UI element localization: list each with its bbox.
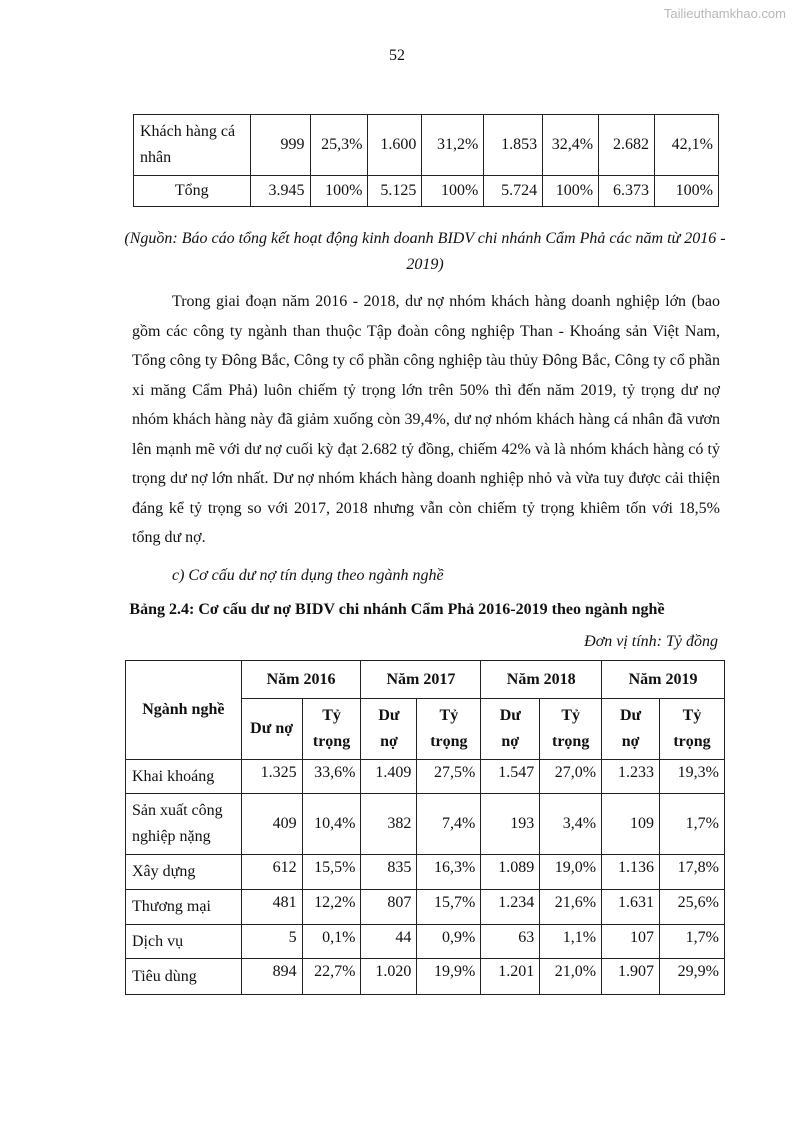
cell: 481 [241, 890, 302, 925]
cell: 999 [250, 115, 310, 176]
cell: 42,1% [655, 115, 719, 176]
cell: 3,4% [540, 794, 602, 855]
cell: 100% [543, 176, 599, 207]
cell: 19,3% [660, 760, 725, 794]
header-text: nợ [501, 733, 520, 750]
unit-note: Đơn vị tính: Tỷ đồng [584, 633, 718, 650]
cell: 12,2% [302, 890, 361, 925]
row-label: Thương mại [126, 890, 242, 925]
header-sector: Ngành nghề [126, 661, 242, 760]
row-label: Xây dựng [126, 855, 242, 890]
cell: 612 [241, 855, 302, 890]
subheading: c) Cơ cấu dư nợ tín dụng theo ngành nghề [172, 567, 444, 584]
watermark: Tailieuthamkhao.com [663, 6, 786, 21]
cell: 409 [241, 794, 302, 855]
table-title: Bảng 2.4: Cơ cấu dư nợ BIDV chi nhánh Cẩm Phả 2016-2019 theo ngành nghề [129, 601, 665, 618]
header-text: Dư [499, 707, 521, 724]
header-text: trọng [673, 733, 711, 750]
cell: 21,0% [540, 959, 602, 995]
header-ty-trong [417, 699, 481, 760]
sector-debt-table [125, 660, 725, 995]
cell: 1.089 [481, 855, 540, 890]
header-du-no: Dư nợ [241, 699, 302, 760]
header-du-no [602, 699, 660, 760]
header-du-no [481, 699, 540, 760]
header-ty-trong [660, 699, 725, 760]
cell: 10,4% [302, 794, 361, 855]
cell: 5.724 [484, 176, 543, 207]
cell: 107 [602, 925, 660, 959]
table-row [126, 855, 725, 890]
header-year: Năm 2019 [602, 661, 725, 699]
cell: 1.325 [241, 760, 302, 794]
cell: 63 [481, 925, 540, 959]
row-label: Khai khoáng [126, 760, 242, 794]
cell: 15,7% [417, 890, 481, 925]
table-row-total [134, 176, 719, 207]
table-row [126, 760, 725, 794]
cell: 1.853 [484, 115, 543, 176]
cell: 19,9% [417, 959, 481, 995]
header-text: Tỷ [439, 707, 459, 724]
cell: 32,4% [543, 115, 599, 176]
header-text: nợ [621, 733, 640, 750]
cell: 27,5% [417, 760, 481, 794]
cell: 807 [361, 890, 417, 925]
cell: 21,6% [540, 890, 602, 925]
body-paragraph: Trong giai đoạn năm 2016 - 2018, dư nợ nhóm khách hàng doanh nghiệp lớn (bao gồm các công ty ngành than thuộc Tập đoàn công nghiệp Than - Khoáng sản Việt Nam, Tổng công ty Đông Bắc, Công ty cổ phần công nghiệp tàu thủy Đông Bắc, Công ty cổ phần xi măng Cẩm Phả) luôn chiếm tỷ trọng lớn trên 50% thì đến năm 2019, tỷ trọng dư nợ nhóm khách hàng này đã giảm xuống còn 39,4%, dư nợ nhóm khách hàng cá nhân đã vươn lên mạnh mẽ với dư nợ cuối kỳ đạt 2.682 tỷ đồng, chiếm 42% và là nhóm khách hàng có tỷ trọng dư nợ lớn nhất. Dư nợ nhóm khách hàng doanh nghiệp nhỏ và vừa tuy được cải thiện đáng kể tỷ trọng so với 2017, 2018 nhưng vẫn còn chiếm tỷ trọng khiêm tốn với 18,5% tổng dư nợ. [132, 293, 720, 546]
table-row [126, 890, 725, 925]
cell: 3.945 [250, 176, 310, 207]
cell: 1.907 [602, 959, 660, 995]
row-label: Tiêu dùng [126, 959, 242, 995]
cell: 1,7% [660, 925, 725, 959]
cell: 7,4% [417, 794, 481, 855]
header-text: trọng [430, 733, 468, 750]
cell: 835 [361, 855, 417, 890]
header-text: nợ [380, 733, 398, 750]
header-row-years [126, 661, 725, 699]
cell: 1.600 [368, 115, 422, 176]
cell: 109 [602, 794, 660, 855]
cell: 33,6% [302, 760, 361, 794]
cell: 0,9% [417, 925, 481, 959]
page-number: 52 [389, 47, 405, 64]
cell: 29,9% [660, 959, 725, 995]
cell: 25,3% [310, 115, 368, 176]
header-text: Tỷ [682, 707, 702, 724]
cell: 31,2% [422, 115, 484, 176]
cell: 5.125 [368, 176, 422, 207]
header-text: Tỷ [561, 707, 580, 724]
header-year: Năm 2018 [481, 661, 602, 699]
header-text: Dư [378, 707, 400, 724]
table-row [126, 925, 725, 959]
cell: 193 [481, 794, 540, 855]
table-row [134, 115, 719, 176]
row-label: Tổng [134, 176, 251, 207]
customer-debt-table-continued [133, 114, 719, 207]
row-label: Khách hàng cá nhân [134, 115, 251, 176]
header-year: Năm 2017 [361, 661, 481, 699]
row-label: Dịch vụ [126, 925, 242, 959]
cell: 44 [361, 925, 417, 959]
header-ty-trong [302, 699, 361, 760]
cell: 382 [361, 794, 417, 855]
header-text: Tỷ [322, 707, 341, 724]
cell: 15,5% [302, 855, 361, 890]
header-text: trọng [312, 733, 351, 750]
cell: 17,8% [660, 855, 725, 890]
row-label: Sản xuất công nghiệp nặng [126, 794, 242, 855]
cell: 25,6% [660, 890, 725, 925]
cell: 27,0% [540, 760, 602, 794]
cell: 19,0% [540, 855, 602, 890]
cell: 0,1% [302, 925, 361, 959]
cell: 6.373 [599, 176, 655, 207]
cell: 1.020 [361, 959, 417, 995]
cell: 5 [241, 925, 302, 959]
table-row [126, 794, 725, 855]
source-note: (Nguồn: Báo cáo tổng kết hoạt động kinh doanh BIDV chi nhánh Cẩm Phả các năm từ 2016 - 2019) [124, 230, 726, 273]
cell: 1.631 [602, 890, 660, 925]
cell: 1.234 [481, 890, 540, 925]
header-du-no [361, 699, 417, 760]
cell: 100% [655, 176, 719, 207]
cell: 100% [310, 176, 368, 207]
header-year: Năm 2016 [241, 661, 361, 699]
cell: 100% [422, 176, 484, 207]
sector-table-body [126, 760, 725, 995]
cell: 1.136 [602, 855, 660, 890]
cell: 1,1% [540, 925, 602, 959]
cell: 1.233 [602, 760, 660, 794]
header-text: trọng [552, 733, 590, 750]
cell: 1.201 [481, 959, 540, 995]
header-ty-trong [540, 699, 602, 760]
cell: 1,7% [660, 794, 725, 855]
cell: 1.547 [481, 760, 540, 794]
cell: 16,3% [417, 855, 481, 890]
cell: 2.682 [599, 115, 655, 176]
cell: 894 [241, 959, 302, 995]
header-text: Dư [620, 707, 642, 724]
table-row [126, 959, 725, 995]
cell: 1.409 [361, 760, 417, 794]
cell: 22,7% [302, 959, 361, 995]
